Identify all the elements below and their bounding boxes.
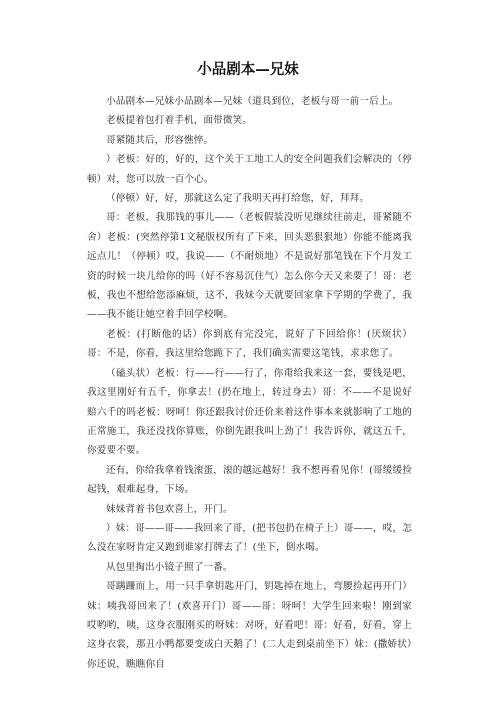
document-body xyxy=(87,92,412,674)
paragraph: 妹妹背着书包欢喜上，开门。 xyxy=(106,503,233,515)
document-title: 小品剧本—兄妹 xyxy=(197,62,299,78)
paragraph: 老板：(打断他的话）你到底有完没完，说好了下回给你！(厌烦状）哥：不是，你看，我这里给您跪下了，我们确实需要这笔钱，求求您了。 xyxy=(87,328,412,360)
paragraph: 小品剧本—兄妹小品剧本—兄妹（道具到位，老板与哥一前一后上。 xyxy=(106,96,399,107)
paragraph: 哥紧随其后，形容憔悴。 xyxy=(106,134,214,146)
paragraph: （停顿）好，好，那就这么定了我明天再打给您，好，拜拜。 xyxy=(106,193,370,205)
paragraph: ）老板：好的，好的，这个关于工地工人的安全问题我们会解决的（停顿）对，您可以放一百个心。 xyxy=(87,154,412,185)
paragraph: （磕头状）老板：行——行——行了，你甭给我来这一套，要钱是吧，我这里刚好有五千，你拿去！(扔在地上，转过身去）哥：不——不是说好赔六千的吗老板：呀呵！你还跟我讨价还价来着这件事本来就影响了工地的正常施工，我还没找你算账，你倒先跟我叫上劲了！我告诉你，就这五千，你爱要不要。 xyxy=(87,367,412,457)
paragraph: 老板提着包打着手机，面带微笑。 xyxy=(106,115,253,127)
paragraph: ）妹：哥——哥——我回来了哥，(把书包扔在椅子上）哥——，哎，怎么没在家呀肯定又跑到谁家打牌去了！(坐下，倒水喝。 xyxy=(87,522,412,554)
paragraph: 还有，你给我拿着钱滚蛋，滚的越远越好！我不想再看见你！(哥缓缓捡起钱，艰难起身，下场。 xyxy=(87,464,412,496)
paragraph: 哥蹒跚而上，用一只手拿钥匙开门，钥匙掉在地上，弯腰捡起再开门）妹：咦我哥回来了！(欢喜开门）哥——哥：呀呵！大学生回来啦！刚到家哎哟哟，咦，这身衣服刚买的呀妹：对呀，好看吧！哥：好看，好看，穿上这身衣裳，那丑小鸭都要变成白天鹅了！(二人走到桌前坐下）妹：(撒娇状）你还说，瞧瞧你自 xyxy=(87,581,412,670)
paragraph: 哥：老板，我那钱的事儿——（老板假装没听见继续往前走，哥紧随不舍）老板：(突然停第1文秘版权所有了下来，回头恶狠狠地）你能不能离我远点儿！（停顿）哎，我说——（不耐烦地）不是说好那笔钱在下个月发工资的时候一块儿给你的吗（好不容易沉住气）怎么你今天又来要了！哥：老板，我也不想给您添麻烦，这不，我妹今天就要回家拿下学期的学费了，我——我不能让她空着手回学校啊。 xyxy=(87,212,412,321)
paragraph: 从包里掏出小镜子照了一番。 xyxy=(106,561,233,573)
